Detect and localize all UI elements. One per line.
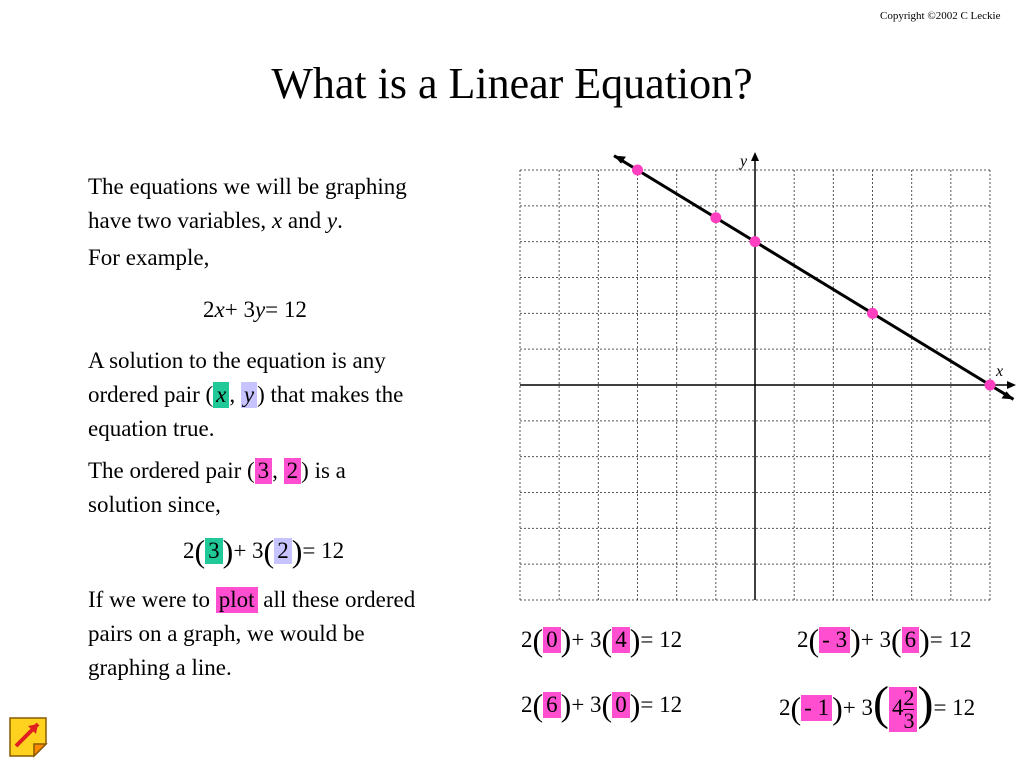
paragraph-solution <box>88 344 403 446</box>
check-equation <box>183 533 344 570</box>
y-axis-label: y <box>740 153 748 170</box>
paragraph-line <box>88 583 415 617</box>
eq-plus: + <box>860 627 874 652</box>
text-span: ordered pair ( <box>88 382 214 407</box>
eq-coef: 2 <box>521 692 533 717</box>
paren: ) <box>291 533 303 569</box>
solution-equation <box>797 622 972 659</box>
next-slide-icon[interactable] <box>8 716 48 758</box>
highlight-value-3: 3 <box>255 458 273 484</box>
solution-point <box>985 380 996 391</box>
eq-equals: = <box>640 627 654 652</box>
paragraph-line: pairs on a graph, we would be <box>88 621 365 646</box>
text-span: ) is a <box>301 458 346 483</box>
eq-value: 0 <box>612 692 630 718</box>
paren: ( <box>601 622 613 658</box>
eq-mixed-number <box>889 687 918 732</box>
eq-coef: 3 <box>879 627 891 652</box>
eq-coef: 2 <box>797 627 809 652</box>
text-span: , <box>272 458 278 483</box>
paren: ) <box>629 622 641 658</box>
paren: ) <box>560 622 572 658</box>
mixed-whole: 4 <box>891 695 904 720</box>
axes <box>520 152 1016 600</box>
eq-value: 6 <box>902 627 920 653</box>
text-span: and <box>287 208 322 233</box>
eq-var: x <box>214 297 225 322</box>
eq-plus: + <box>233 538 247 563</box>
eq-rhs: 12 <box>659 692 683 717</box>
solution-point <box>750 236 761 247</box>
eq-plus: + <box>571 692 585 717</box>
eq-coef: 3 <box>861 695 873 720</box>
x-axis-arrow <box>1007 381 1016 389</box>
paren: ( <box>601 687 613 723</box>
paragraph-line <box>88 454 346 488</box>
eq-equals: = <box>929 627 943 652</box>
eq-coef: 3 <box>252 538 264 563</box>
eq-coef: 3 <box>590 627 602 652</box>
paren: ( <box>872 677 889 730</box>
paren: ( <box>194 533 206 569</box>
paragraph-line: graphing a line. <box>88 655 232 680</box>
page-title: What is a Linear Equation? <box>271 59 753 108</box>
solution-point <box>710 212 721 223</box>
paragraph-ordered-pair <box>88 454 346 522</box>
eq-plus: + <box>571 627 585 652</box>
eq-var: y <box>254 297 266 322</box>
page-fold <box>34 744 46 756</box>
text-span: all these ordered <box>263 587 416 612</box>
paren: ( <box>263 533 275 569</box>
paren: ( <box>532 687 544 723</box>
paren: ( <box>808 622 820 658</box>
paragraph-line <box>88 204 407 238</box>
eq-plus: + <box>842 695 856 720</box>
paragraph-variables <box>88 170 407 238</box>
paragraph-line: solution since, <box>88 492 221 517</box>
paren: ( <box>790 690 802 726</box>
eq-value: - 3 <box>819 627 850 653</box>
paragraph-line <box>88 378 403 412</box>
example-equation <box>203 297 307 323</box>
eq-value: 4 <box>612 627 630 653</box>
x-axis-label: x <box>996 363 1004 380</box>
paragraph-line: A solution to the equation is any <box>88 348 386 373</box>
eq-rhs: 12 <box>321 538 345 563</box>
solution-point <box>632 165 643 176</box>
paren: ( <box>532 622 544 658</box>
text-span: . <box>337 208 343 233</box>
eq-rhs: 12 <box>952 695 976 720</box>
solution-equation <box>779 676 975 732</box>
text-span: ) that makes the <box>257 382 404 407</box>
paren: ) <box>560 687 572 723</box>
fraction-numerator: 2 <box>903 685 915 711</box>
solution-equation <box>521 622 682 659</box>
highlight-x: x <box>213 382 229 408</box>
highlight-value-2: 2 <box>284 458 302 484</box>
eq-value: - 1 <box>801 695 832 721</box>
copyright-text: Copyright ©2002 C Leckie <box>880 10 1001 22</box>
paragraph-line: equation true. <box>88 416 215 441</box>
eq-equals: = <box>265 297 279 322</box>
eq-value: 0 <box>543 627 561 653</box>
eq-equals: = <box>933 695 947 720</box>
paren: ) <box>917 677 934 730</box>
text-span: If we were to <box>88 587 210 612</box>
paragraph-plot <box>88 583 415 685</box>
fraction <box>903 687 914 732</box>
eq-coef: 2 <box>183 538 195 563</box>
eq-rhs: 12 <box>948 627 972 652</box>
paren: ) <box>222 533 234 569</box>
solution-point <box>867 308 878 319</box>
coordinate-graph <box>500 140 1020 610</box>
solution-equation <box>521 687 682 724</box>
eq-coef: 3 <box>243 297 255 322</box>
paragraph-for-example: For example, <box>88 245 210 270</box>
variable-x: x <box>271 208 283 233</box>
eq-equals: = <box>302 538 316 563</box>
eq-value: 2 <box>274 538 292 564</box>
paren: ) <box>850 622 861 658</box>
eq-coef: 2 <box>203 297 215 322</box>
highlight-y: y <box>241 382 257 408</box>
paren: ) <box>832 690 843 726</box>
fraction-denominator: 3 <box>903 708 915 734</box>
y-axis-arrow <box>751 152 759 161</box>
eq-equals: = <box>640 692 654 717</box>
paragraph-line: The equations we will be graphing <box>88 174 407 199</box>
text-span: have two variables, <box>88 208 267 233</box>
eq-value: 6 <box>543 692 561 718</box>
eq-plus: + <box>224 297 238 322</box>
paren: ( <box>890 622 902 658</box>
eq-rhs: 12 <box>283 297 307 322</box>
eq-rhs: 12 <box>659 627 683 652</box>
eq-coef: 3 <box>590 692 602 717</box>
paren: ) <box>919 622 930 658</box>
paren: ) <box>629 687 641 723</box>
eq-coef: 2 <box>521 627 533 652</box>
eq-coef: 2 <box>779 695 791 720</box>
highlight-plot: plot <box>216 587 258 613</box>
text-span: , <box>229 382 236 407</box>
eq-value: 3 <box>205 538 223 564</box>
variable-y: y <box>326 208 338 233</box>
text-span: The ordered pair ( <box>88 458 255 483</box>
